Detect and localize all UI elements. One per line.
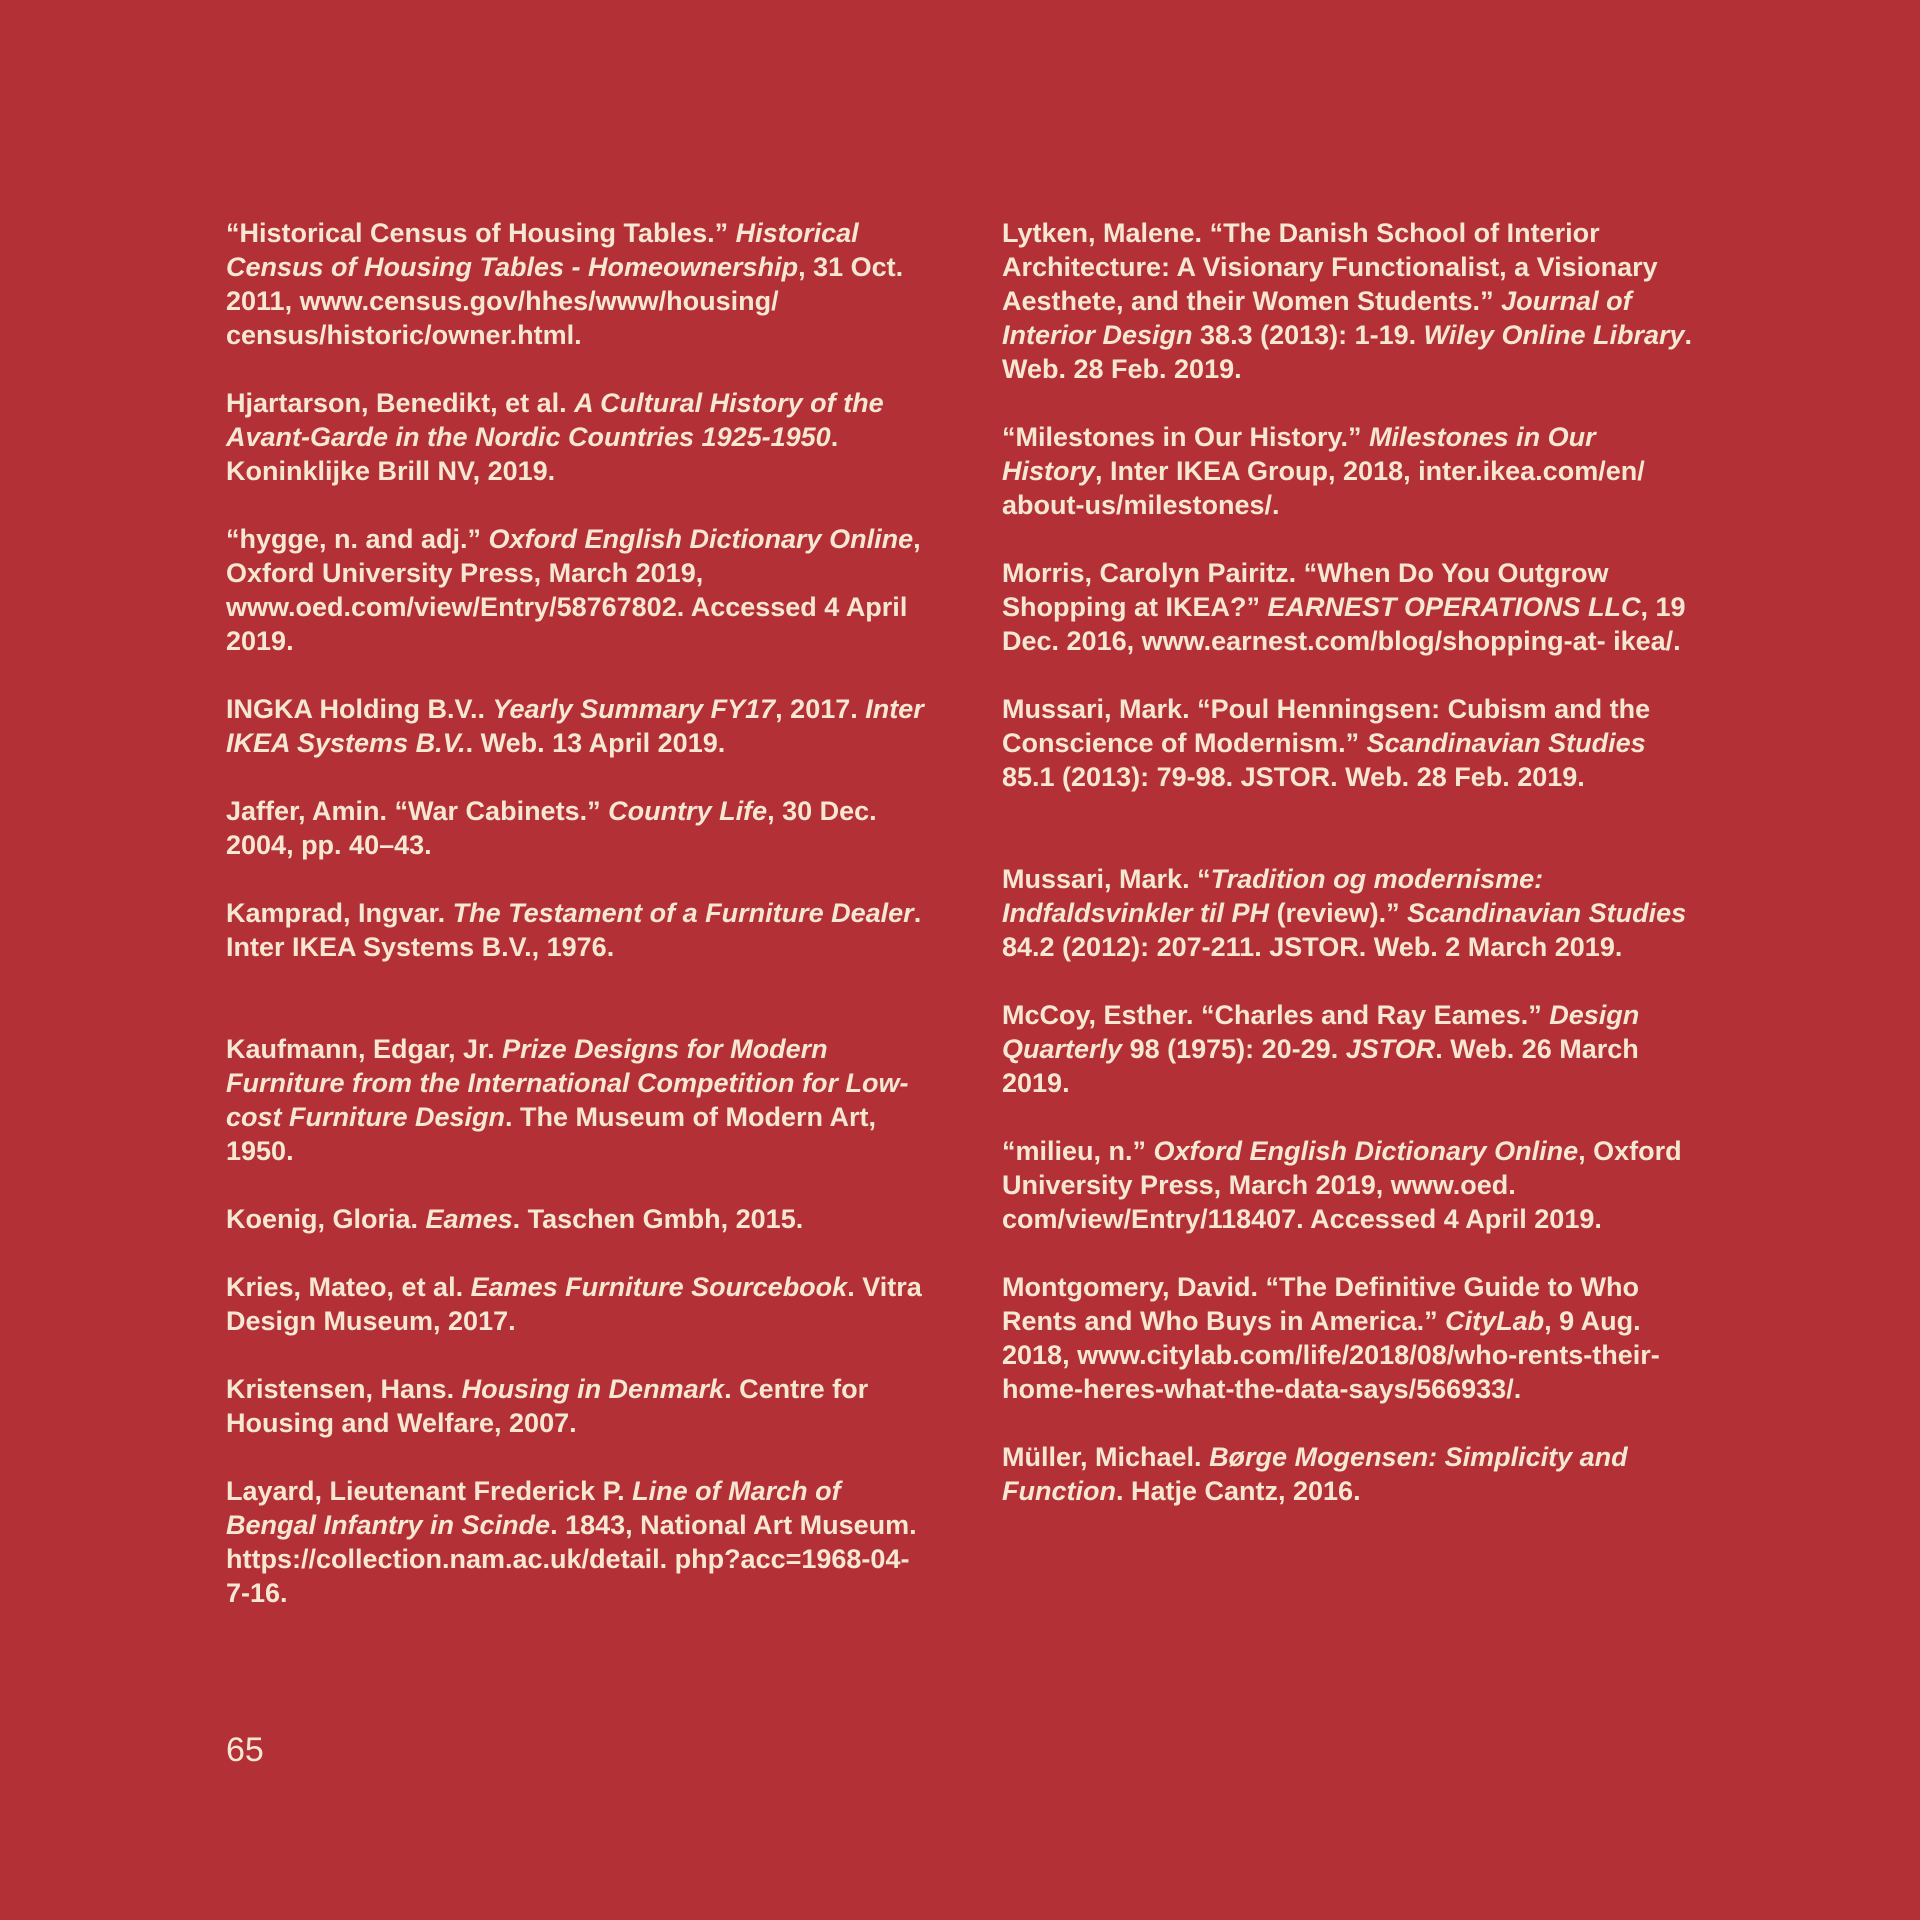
bibliography-entry	[226, 1032, 926, 1168]
entry-title-italic: Yearly Summary FY17	[492, 694, 776, 724]
entry-title-italic: Wiley Online Library	[1423, 320, 1685, 350]
entry-title-italic: Journal of Interior Design	[1002, 286, 1632, 350]
entry-text: Kristensen, Hans.	[226, 1374, 462, 1404]
entry-text: . Vitra Design Museum, 2017.	[226, 1272, 922, 1336]
entry-text: , Oxford University Press, March 2019, www.oed.com/view/Entry/58767802. Accessed 4 April 2019.	[226, 524, 921, 656]
entry-text: “Historical Census of Housing Tables.”	[226, 218, 736, 248]
entry-text: Koenig, Gloria.	[226, 1204, 426, 1234]
entry-text: Mussari, Mark. “Poul Henningsen: Cubism and the Conscience of Modernism.”	[1002, 694, 1651, 758]
entry-text: , 30 Dec. 2004, pp. 40–43.	[226, 796, 877, 860]
entry-title-italic: Tradition og modernisme: Indfaldsvinkler til PH	[1002, 864, 1544, 928]
bibliography-entry	[1002, 1134, 1702, 1236]
entry-text: Morris, Carolyn Pairitz. “When Do You Outgrow Shopping at IKEA?”	[1002, 558, 1609, 622]
bibliography-entry	[1002, 1270, 1702, 1406]
entry-title-italic: Housing in Denmark	[461, 1374, 725, 1404]
entry-title-italic: JSTOR	[1345, 1034, 1436, 1064]
entry-text: Layard, Lieutenant Frederick P.	[226, 1476, 633, 1506]
bibliography-entry	[226, 692, 926, 760]
entry-title-italic: Milestones in Our History	[1002, 422, 1596, 486]
entry-text: Jaffer, Amin. “War Cabinets.”	[226, 796, 609, 826]
entry-text: , Oxford University Press, March 2019, www.oed. com/view/Entry/118407. Accessed 4 April 2019.	[1002, 1136, 1682, 1234]
entry-text: . Centre for Housing and Welfare, 2007.	[226, 1374, 869, 1438]
entry-text: , 31 Oct. 2011, www.census.gov/hhes/www/housing/ census/historic/owner.html.	[226, 252, 904, 350]
bibliography-entry	[226, 1474, 926, 1610]
bibliography-column-left	[226, 216, 926, 1644]
bibliography-entry	[226, 1202, 926, 1236]
entry-text: Montgomery, David. “The Definitive Guide to Who Rents and Who Buys in America.”	[1002, 1272, 1640, 1336]
entry-text: . Koninklijke Brill NV, 2019.	[226, 422, 839, 486]
entry-title-italic: EARNEST OPERATIONS LLC	[1267, 592, 1641, 622]
entry-text: Kaufmann, Edgar, Jr.	[226, 1034, 503, 1064]
entry-title-italic: Oxford English Dictionary Online	[1153, 1136, 1579, 1166]
entry-text: INGKA Holding B.V..	[226, 694, 493, 724]
entry-text: McCoy, Esther. “Charles and Ray Eames.”	[1002, 1000, 1550, 1030]
bibliography-entry	[226, 386, 926, 488]
entry-text: , 2017.	[775, 694, 866, 724]
entry-title-italic: Prize Designs for Modern Furniture from the International Competition for Low-cost Furniture Design	[226, 1034, 909, 1132]
entry-text: . Hatje Cantz, 2016.	[1115, 1476, 1361, 1506]
entry-text: , Inter IKEA Group, 2018, inter.ikea.com/en/ about-us/milestones/.	[1002, 456, 1645, 520]
entry-text: “milieu, n.”	[1002, 1136, 1154, 1166]
entry-text: Mussari, Mark. “	[1002, 864, 1211, 894]
entry-text: “hygge, n. and adj.”	[226, 524, 489, 554]
entry-title-italic: Design Quarterly	[1002, 1000, 1640, 1064]
bibliography-entry	[226, 216, 926, 352]
entry-text: . 1843, National Art Museum. https://collection.nam.ac.uk/detail. php?acc=1968-04-7-16.	[226, 1510, 917, 1608]
bibliography-entry	[226, 522, 926, 658]
bibliography-entry	[1002, 692, 1702, 794]
entry-title-italic: Inter IKEA Systems B.V.	[226, 694, 924, 758]
bibliography-entry	[1002, 1440, 1702, 1508]
entry-text: Müller, Michael.	[1002, 1442, 1210, 1472]
bibliography-entry	[226, 1372, 926, 1440]
entry-text: Hjartarson, Benedikt, et al.	[226, 388, 575, 418]
entry-title-italic: Børge Mogensen: Simplicity and Function	[1002, 1442, 1628, 1506]
entry-title-italic: Scandinavian Studies	[1407, 898, 1687, 928]
entry-title-italic: A Cultural History of the Avant-Garde in the Nordic Countries 1925-1950	[226, 388, 884, 452]
page-number: 65	[226, 1731, 264, 1769]
bibliography-column-right	[1002, 216, 1702, 1542]
entry-text: Kamprad, Ingvar.	[226, 898, 453, 928]
bibliography-entry	[226, 896, 926, 964]
entry-text: 85.1 (2013): 79-98. JSTOR. Web. 28 Feb. 2019.	[1002, 762, 1585, 792]
entry-text: . Web. 13 April 2019.	[465, 728, 726, 758]
entry-text: . The Museum of Modern Art, 1950.	[226, 1102, 877, 1166]
bibliography-entry	[226, 1270, 926, 1338]
entry-text: , 9 Aug. 2018, www.citylab.com/life/2018/08/who-rents-their- home-heres-what-the-data-says/566933/.	[1002, 1306, 1660, 1404]
bibliography-entry	[1002, 556, 1702, 658]
bibliography-entry	[1002, 420, 1702, 522]
entry-title-italic: Eames Furniture Sourcebook	[470, 1272, 848, 1302]
entry-title-italic: Eames	[425, 1204, 513, 1234]
entry-text: . Inter IKEA Systems B.V., 1976.	[226, 898, 922, 962]
bibliography-entry	[226, 794, 926, 862]
entry-title-italic: CityLab	[1445, 1306, 1545, 1336]
entry-text: , 19 Dec. 2016, www.earnest.com/blog/shopping-at- ikea/.	[1002, 592, 1686, 656]
entry-title-italic: The Testament of a Furniture Dealer	[452, 898, 914, 928]
bibliography-entry	[1002, 862, 1702, 964]
entry-title-italic: Line of March of Bengal Infantry in Scinde	[226, 1476, 841, 1540]
entry-text: 38.3 (2013): 1-19.	[1192, 320, 1424, 350]
entry-text: 98 (1975): 20-29.	[1122, 1034, 1346, 1064]
entry-text: “Milestones in Our History.”	[1002, 422, 1370, 452]
entry-text: . Taschen Gmbh, 2015.	[512, 1204, 804, 1234]
entry-text: Kries, Mateo, et al.	[226, 1272, 471, 1302]
entry-text: Lytken, Malene. “The Danish School of Interior Architecture: A Visionary Functionalist, a Visionary Aesthete, and their Women Students.”	[1002, 218, 1658, 316]
entry-title-italic: Country Life	[608, 796, 768, 826]
entry-title-italic: Historical Census of Housing Tables - Homeownership	[226, 218, 859, 282]
entry-title-italic: Scandinavian Studies	[1366, 728, 1646, 758]
entry-text: 84.2 (2012): 207-211. JSTOR. Web. 2 March 2019.	[1002, 932, 1623, 962]
entry-text: . Web. 28 Feb. 2019.	[1002, 320, 1693, 384]
entry-title-italic: Oxford English Dictionary Online	[488, 524, 914, 554]
bibliography-entry	[1002, 998, 1702, 1100]
entry-text: (review).”	[1269, 898, 1408, 928]
bibliography-entry	[1002, 216, 1702, 386]
entry-text: . Web. 26 March 2019.	[1002, 1034, 1639, 1098]
